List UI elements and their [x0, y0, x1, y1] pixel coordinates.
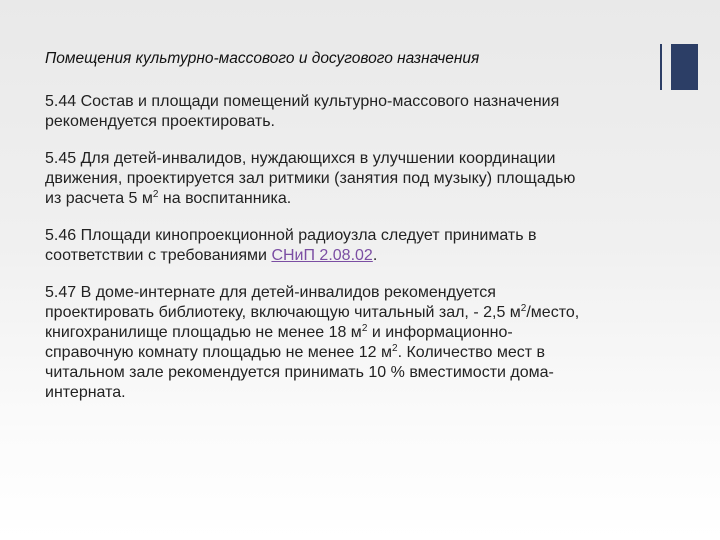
- paragraph-line: 5.46 Площади кинопроекционной радиоузла следует принимать в: [45, 227, 537, 244]
- snip-link[interactable]: СНиП 2.08.02: [271, 247, 373, 264]
- paragraph-line: . Количество мест в: [397, 344, 546, 361]
- paragraph-5-47: [45, 283, 655, 403]
- paragraph-line: справочную комнату площадью не менее 12 м: [45, 344, 393, 361]
- paragraph-line: рекомендуется проектировать.: [45, 113, 275, 130]
- superscript: 2: [392, 343, 398, 354]
- paragraph-line: 5.47 В доме-интернате для детей-инвалидов рекомендуется: [45, 284, 496, 301]
- superscript: 2: [361, 323, 368, 334]
- slide-content: [45, 49, 655, 420]
- paragraph-5-45: [45, 149, 655, 209]
- paragraph-line: читальном зале рекомендуется принимать 10 % вместимости дома-: [45, 364, 554, 381]
- paragraph-line: .: [372, 247, 378, 264]
- paragraph-line: книгохранилище площадью не менее 18 м: [45, 324, 362, 341]
- paragraph-line: движения, проектируется зал ритмики (занятия под музыку) площадью: [45, 170, 576, 187]
- corner-thick-bar: [671, 44, 698, 90]
- paragraph-5-44: [45, 92, 655, 132]
- paragraph-line: из расчета 5 м: [45, 190, 153, 207]
- paragraph-line: 5.44 Состав и площади помещений культурно-массового назначения: [45, 93, 560, 110]
- superscript: 2: [520, 303, 527, 314]
- paragraph-line: интерната.: [45, 384, 126, 401]
- corner-thin-bar: [660, 44, 662, 90]
- slide-heading: Помещения культурно-массового и досугового назначения: [45, 50, 480, 67]
- paragraph-line: /место,: [526, 304, 580, 321]
- superscript: 2: [152, 189, 159, 200]
- paragraph-5-46: [45, 226, 655, 266]
- paragraph-line: на воспитанника.: [158, 190, 292, 207]
- paragraph-line: 5.45 Для детей-инвалидов, нуждающихся в улучшении координации: [45, 150, 556, 167]
- paragraph-line: проектировать библиотеку, включающую читальный зал, - 2,5 м: [45, 304, 521, 321]
- corner-decoration: [660, 44, 704, 90]
- paragraph-line: соответствии с требованиями: [45, 247, 272, 264]
- paragraph-line: и информационно-: [367, 324, 513, 341]
